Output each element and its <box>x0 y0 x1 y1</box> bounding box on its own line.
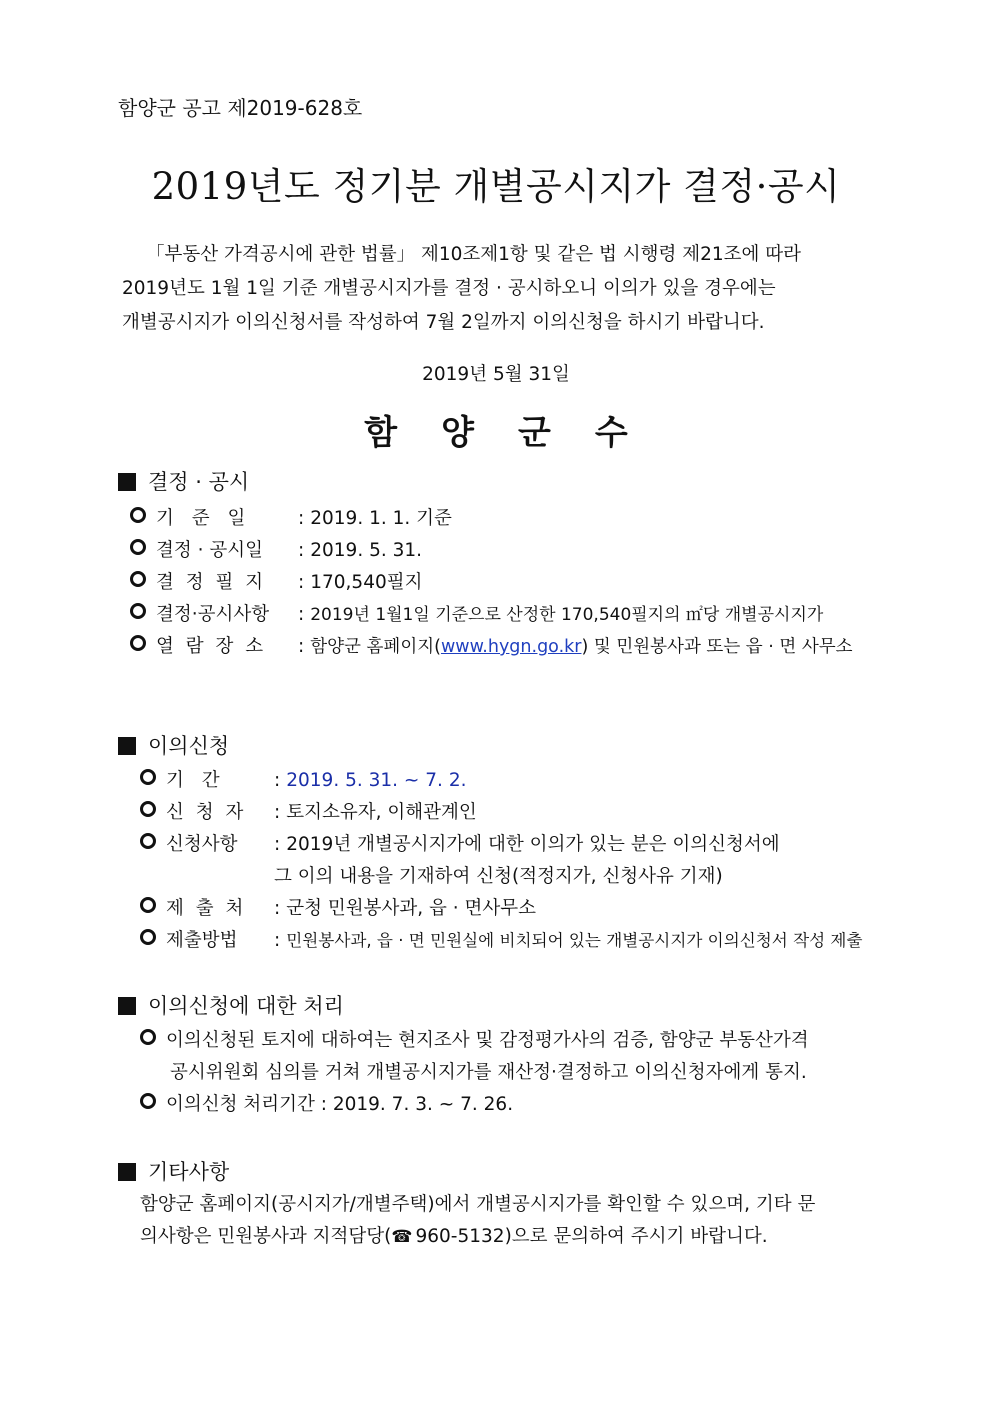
item-label: 열 람 장 소 <box>156 636 267 657</box>
item-label: 제출방법 <box>166 930 238 951</box>
section-heading-decision <box>118 466 249 496</box>
ring-bullet-icon <box>140 1029 156 1045</box>
other-line-2 <box>140 1222 768 1248</box>
decision-item-details: 결정·공시사항 : 2019년 1월1일 기준으로 산정한 170,540필지의 ㎡당 개별공시지가 <box>130 600 823 626</box>
telephone-icon: ☎ <box>391 1227 413 1247</box>
section-heading-text: 결정 · 공시 <box>148 470 250 494</box>
intro-line-3: 개별공시지가 이의신청서를 작성하여 7월 2일까지 이의신청을 하시기 바랍니다. <box>122 312 765 333</box>
item-value <box>310 637 852 657</box>
black-square-icon <box>118 737 136 755</box>
item-label: 신청사항 <box>166 834 238 855</box>
ring-bullet-icon <box>130 603 146 619</box>
processing-item-1-line-1 <box>140 1026 809 1052</box>
black-square-icon <box>118 1163 136 1181</box>
item-value: 170,540필지 <box>310 572 423 593</box>
document-title: 2019년도 정기분 개별공시지가 결정·공시 <box>151 165 841 208</box>
issuer-signature: 함양군수 <box>364 413 672 453</box>
objection-item-matters-cont: 그 이의 내용을 기재하여 신청(적정지가, 신청사유 기재) <box>274 866 723 887</box>
black-square-icon <box>118 473 136 491</box>
item-label: 결 정 필 지 <box>156 572 267 593</box>
item-value: 민원봉사과, 읍 · 면 민원실에 비치되어 있는 개별공시지가 이의신청서 작성 제출 <box>286 931 863 950</box>
objection-item-submit-method: 제출방법 : 민원봉사과, 읍 · 면 민원실에 비치되어 있는 개별공시지가 이의신청서 작성 제출 <box>140 926 862 952</box>
item-value: 2019년 1월1일 기준으로 산정한 170,540필지의 ㎡당 개별공시지가 <box>310 605 824 625</box>
ring-bullet-icon <box>140 769 156 785</box>
decision-item-base-date: 기 준 일 : 2019. 1. 1. 기준 <box>130 504 452 530</box>
section-heading-objection <box>118 730 229 760</box>
decision-item-viewing-place: 열 람 장 소 : 함양군 홈페이지(www.hygn.go.kr) 및 민원봉사과 또는 읍 · 면 사무소 <box>130 632 853 658</box>
ring-bullet-icon <box>140 929 156 945</box>
item-value: 2019. 1. 1. 기준 <box>310 508 452 529</box>
objection-item-submit-place: 제 출 처 : 군청 민원봉사과, 읍 · 면사무소 <box>140 894 536 920</box>
item-label: 제 출 처 <box>166 898 247 919</box>
value-suffix: ) 및 민원봉사과 또는 읍 · 면 사무소 <box>581 637 853 657</box>
objection-item-applicant: 신 청 자 : 토지소유자, 이해관계인 <box>140 798 477 824</box>
issue-date: 2019년 5월 31일 <box>422 364 570 385</box>
section-heading-processing <box>118 990 344 1020</box>
phone-number: 960-5132 <box>415 1226 505 1247</box>
notice-number: 함양군 공고 제2019-628호 <box>118 96 363 120</box>
item-value: 토지소유자, 이해관계인 <box>286 802 477 823</box>
ring-bullet-icon <box>140 801 156 817</box>
intro-line-2: 2019년도 1월 1일 기준 개별공시지가를 결정 · 공시하오니 이의가 있을 경우에는 <box>122 278 776 299</box>
decision-item-parcels: 결 정 필 지 : 170,540필지 <box>130 568 422 594</box>
item-value: 2019년 개별공시지가에 대한 이의가 있는 분은 이의신청서에 <box>286 834 780 855</box>
ring-bullet-icon <box>130 571 146 587</box>
objection-item-matters: 신청사항 : 2019년 개별공시지가에 대한 이의가 있는 분은 이의신청서에 <box>140 830 780 856</box>
section-heading-other <box>118 1156 229 1186</box>
objection-item-period: 기 간 : 2019. 5. 31. ~ 7. 2. <box>140 766 466 792</box>
item-text: 이의신청된 토지에 대하여는 현지조사 및 감정평가사의 검증, 함양군 부동산가격 <box>166 1030 809 1051</box>
section-heading-text: 이의신청 <box>148 734 230 758</box>
item-value: 2019. 5. 31. <box>310 540 423 561</box>
ring-bullet-icon <box>130 635 146 651</box>
ring-bullet-icon <box>140 1093 156 1109</box>
processing-item-1-line-2: 공시위원회 심의를 거쳐 개별공시지가를 재산정·결정하고 이의신청자에게 통지. <box>170 1062 807 1083</box>
item-label: 결정 · 공시일 <box>156 540 263 561</box>
intro-line-1: 「부동산 가격공시에 관한 법률」 제10조제1항 및 같은 법 시행령 제21조에 따라 <box>146 244 802 265</box>
processing-item-2 <box>140 1090 513 1116</box>
item-value: 군청 민원봉사과, 읍 · 면사무소 <box>286 898 536 919</box>
ring-bullet-icon <box>130 507 146 523</box>
item-label: 결정·공시사항 <box>156 604 270 625</box>
black-square-icon <box>118 997 136 1015</box>
item-value: 2019. 5. 31. ~ 7. 2. <box>286 770 467 791</box>
homepage-link[interactable]: www.hygn.go.kr <box>440 637 582 657</box>
section-heading-text: 이의신청에 대한 처리 <box>148 994 344 1018</box>
ring-bullet-icon <box>140 833 156 849</box>
ring-bullet-icon <box>130 539 146 555</box>
section-heading-text: 기타사항 <box>148 1160 230 1184</box>
item-label: 신 청 자 <box>166 802 247 823</box>
item-label: 기 준 일 <box>156 508 252 529</box>
ring-bullet-icon <box>140 897 156 913</box>
line-suffix: )으로 문의하여 주시기 바랍니다. <box>504 1226 768 1247</box>
other-line-1: 함양군 홈페이지(공시지가/개별주택)에서 개별공시지가를 확인할 수 있으며, 기타 문 <box>140 1194 816 1215</box>
item-label: 기 간 <box>166 770 226 791</box>
line-prefix: 의사항은 민원봉사과 지적담당( <box>140 1226 392 1247</box>
value-prefix: 함양군 홈페이지( <box>310 637 441 657</box>
item-text: 이의신청 처리기간 : 2019. 7. 3. ~ 7. 26. <box>166 1094 514 1115</box>
intro-paragraph <box>122 238 918 340</box>
decision-item-announce-date: 결정 · 공시일 : 2019. 5. 31. <box>130 536 422 562</box>
